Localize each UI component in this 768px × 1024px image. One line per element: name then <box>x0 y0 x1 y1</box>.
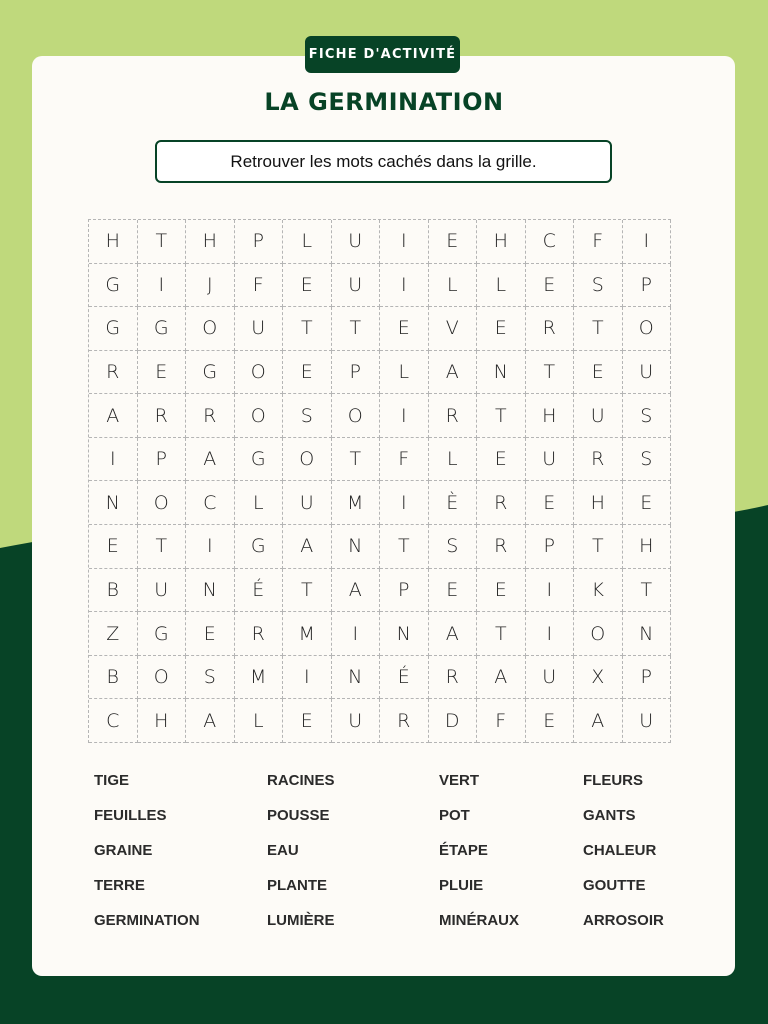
word-list <box>94 763 694 938</box>
grid-cell[interactable]: M <box>235 656 284 700</box>
grid-cell[interactable]: A <box>574 699 623 743</box>
word-item: FLEURS <box>583 772 643 789</box>
grid-cell[interactable]: K <box>574 569 623 613</box>
grid-cell[interactable]: O <box>332 394 381 438</box>
grid-cell[interactable]: I <box>186 525 235 569</box>
grid-cell[interactable]: L <box>429 264 478 308</box>
grid-cell[interactable]: L <box>235 481 284 525</box>
grid-cell[interactable]: H <box>186 220 235 264</box>
grid-cell[interactable]: I <box>380 264 429 308</box>
word-item: ARROSOIR <box>583 912 664 929</box>
grid-cell[interactable]: O <box>138 656 187 700</box>
activity-tag: FICHE D'ACTIVITÉ <box>305 36 460 73</box>
grid-cell[interactable]: R <box>235 612 284 656</box>
grid-cell[interactable]: O <box>235 394 284 438</box>
grid-cell[interactable]: H <box>574 481 623 525</box>
grid-cell[interactable]: E <box>477 569 526 613</box>
grid-cell[interactable]: H <box>623 525 672 569</box>
grid-cell[interactable]: L <box>429 438 478 482</box>
grid-cell[interactable]: E <box>138 351 187 395</box>
word-item: POT <box>439 807 470 824</box>
grid-cell[interactable]: L <box>477 264 526 308</box>
grid-cell[interactable]: B <box>89 656 138 700</box>
grid-cell[interactable]: O <box>235 351 284 395</box>
grid-cell[interactable]: E <box>429 569 478 613</box>
grid-cell[interactable]: T <box>283 569 332 613</box>
grid-cell[interactable]: A <box>477 656 526 700</box>
grid-cell[interactable]: N <box>477 351 526 395</box>
grid-cell[interactable]: U <box>623 699 672 743</box>
grid-cell[interactable]: V <box>429 307 478 351</box>
grid-cell[interactable]: A <box>186 699 235 743</box>
grid-cell[interactable]: A <box>429 351 478 395</box>
word-search-grid <box>88 219 671 743</box>
grid-cell[interactable]: S <box>574 264 623 308</box>
word-item: TIGE <box>94 772 130 789</box>
grid-cell[interactable]: R <box>380 699 429 743</box>
grid-cell[interactable]: R <box>526 307 575 351</box>
word-item: VERT <box>439 772 480 789</box>
grid-cell[interactable]: R <box>574 438 623 482</box>
grid-cell[interactable]: U <box>235 307 284 351</box>
word-item: PLUIE <box>439 877 484 894</box>
word-item: GRAINE <box>94 842 153 859</box>
grid-cell[interactable]: I <box>380 394 429 438</box>
grid-cell[interactable]: H <box>89 220 138 264</box>
grid-cell[interactable]: T <box>574 525 623 569</box>
grid-cell[interactable]: R <box>429 394 478 438</box>
grid-cell[interactable]: S <box>623 394 672 438</box>
grid-cell[interactable]: A <box>89 394 138 438</box>
grid-cell[interactable]: I <box>623 220 672 264</box>
grid-cell[interactable]: U <box>332 699 381 743</box>
grid-cell[interactable]: È <box>429 481 478 525</box>
grid-cell[interactable]: P <box>526 525 575 569</box>
grid-cell[interactable]: D <box>429 699 478 743</box>
grid-cell[interactable]: T <box>138 220 187 264</box>
grid-cell[interactable]: É <box>380 656 429 700</box>
grid-cell[interactable]: R <box>89 351 138 395</box>
grid-cell[interactable]: X <box>574 656 623 700</box>
grid-cell[interactable]: G <box>235 525 284 569</box>
word-list-column <box>267 763 335 938</box>
grid-cell[interactable]: T <box>574 307 623 351</box>
word-item: TERRE <box>94 877 145 894</box>
grid-cell[interactable]: N <box>380 612 429 656</box>
grid-cell[interactable]: E <box>477 307 526 351</box>
grid-cell[interactable]: N <box>89 481 138 525</box>
grid-cell[interactable]: E <box>526 481 575 525</box>
grid-cell[interactable]: S <box>623 438 672 482</box>
grid-cell[interactable]: F <box>477 699 526 743</box>
grid-cell[interactable]: F <box>574 220 623 264</box>
grid-cell[interactable]: N <box>332 656 381 700</box>
grid-cell[interactable]: C <box>89 699 138 743</box>
grid-cell[interactable]: P <box>380 569 429 613</box>
grid-cell[interactable]: L <box>380 351 429 395</box>
grid-cell[interactable]: R <box>477 481 526 525</box>
grid-cell[interactable]: H <box>526 394 575 438</box>
grid-cell[interactable]: I <box>526 612 575 656</box>
grid-cell[interactable]: A <box>283 525 332 569</box>
grid-cell[interactable]: R <box>429 656 478 700</box>
grid-cell[interactable]: A <box>186 438 235 482</box>
grid-cell[interactable]: U <box>526 438 575 482</box>
grid-cell[interactable]: S <box>429 525 478 569</box>
grid-cell[interactable]: O <box>186 307 235 351</box>
grid-cell[interactable]: M <box>332 481 381 525</box>
word-list-column <box>94 763 200 938</box>
grid-cell[interactable]: I <box>89 438 138 482</box>
grid-cell[interactable]: O <box>623 307 672 351</box>
word-item: POUSSE <box>267 807 330 824</box>
grid-cell[interactable]: T <box>526 351 575 395</box>
grid-cell[interactable]: U <box>574 394 623 438</box>
word-list-column <box>583 763 664 938</box>
grid-cell[interactable]: T <box>332 307 381 351</box>
grid-cell[interactable]: Z <box>89 612 138 656</box>
grid-cell[interactable]: C <box>186 481 235 525</box>
grid-cell[interactable]: G <box>138 307 187 351</box>
page-title: LA GERMINATION <box>264 88 504 116</box>
grid-cell[interactable]: U <box>526 656 575 700</box>
grid-cell[interactable]: E <box>186 612 235 656</box>
word-item: MINÉRAUX <box>439 912 520 929</box>
word-item: GERMINATION <box>94 912 200 929</box>
word-item: FEUILLES <box>94 807 167 824</box>
grid-cell[interactable]: U <box>623 351 672 395</box>
grid-cell[interactable]: R <box>138 394 187 438</box>
grid-cell[interactable]: L <box>235 699 284 743</box>
grid-cell[interactable]: E <box>623 481 672 525</box>
grid-cell[interactable]: S <box>283 394 332 438</box>
grid-cell[interactable]: I <box>380 481 429 525</box>
grid-cell[interactable]: R <box>477 525 526 569</box>
grid-cell[interactable]: G <box>89 264 138 308</box>
grid-cell[interactable]: T <box>477 394 526 438</box>
grid-cell[interactable]: P <box>235 220 284 264</box>
grid-cell[interactable]: E <box>477 438 526 482</box>
grid-cell[interactable]: I <box>380 220 429 264</box>
grid-cell[interactable]: H <box>477 220 526 264</box>
grid-cell[interactable]: M <box>283 612 332 656</box>
grid-cell[interactable]: C <box>526 220 575 264</box>
grid-cell[interactable]: P <box>623 656 672 700</box>
grid-cell[interactable]: T <box>623 569 672 613</box>
instruction-text: Retrouver les mots cachés dans la grille. <box>230 151 537 171</box>
grid-cell[interactable]: R <box>186 394 235 438</box>
word-item: CHALEUR <box>583 842 657 859</box>
word-item: ÉTAPE <box>439 842 488 859</box>
grid-cell[interactable]: E <box>283 351 332 395</box>
grid-cell[interactable]: N <box>623 612 672 656</box>
grid-cell[interactable]: I <box>526 569 575 613</box>
instruction-box <box>155 140 612 183</box>
grid-cell[interactable]: I <box>283 656 332 700</box>
grid-cell[interactable]: E <box>526 699 575 743</box>
grid-cell[interactable]: T <box>332 438 381 482</box>
grid-cell[interactable]: F <box>235 264 284 308</box>
grid-cell[interactable]: H <box>138 699 187 743</box>
grid-cell[interactable]: I <box>332 612 381 656</box>
grid-cell[interactable]: F <box>380 438 429 482</box>
word-item: RACINES <box>267 772 335 789</box>
grid-cell[interactable]: A <box>429 612 478 656</box>
grid-cell[interactable]: U <box>283 481 332 525</box>
grid-cell[interactable]: N <box>332 525 381 569</box>
word-item: GOUTTE <box>583 877 646 894</box>
grid-cell[interactable]: G <box>186 351 235 395</box>
grid-cell[interactable]: T <box>380 525 429 569</box>
grid-cell[interactable]: E <box>283 264 332 308</box>
grid-cell[interactable]: É <box>235 569 284 613</box>
grid-cell[interactable]: G <box>138 612 187 656</box>
grid-cell[interactable]: O <box>574 612 623 656</box>
word-list-column <box>439 763 519 938</box>
grid-cell[interactable]: G <box>89 307 138 351</box>
grid-cell[interactable]: T <box>477 612 526 656</box>
word-item: EAU <box>267 842 299 859</box>
grid-cell[interactable]: O <box>138 481 187 525</box>
grid-cell[interactable]: P <box>623 264 672 308</box>
grid-cell[interactable]: E <box>380 307 429 351</box>
grid-cell[interactable]: T <box>138 525 187 569</box>
grid-cell[interactable]: E <box>89 525 138 569</box>
grid-cell[interactable]: E <box>574 351 623 395</box>
grid-cell[interactable]: U <box>332 220 381 264</box>
grid-cell[interactable]: I <box>138 264 187 308</box>
grid-cell[interactable]: J <box>186 264 235 308</box>
grid-cell[interactable]: P <box>332 351 381 395</box>
grid-cell[interactable]: L <box>283 220 332 264</box>
grid-cell[interactable]: B <box>89 569 138 613</box>
grid-cell[interactable]: O <box>283 438 332 482</box>
grid-cell[interactable]: U <box>332 264 381 308</box>
grid-cell[interactable]: G <box>235 438 284 482</box>
grid-cell[interactable]: E <box>283 699 332 743</box>
grid-cell[interactable]: E <box>429 220 478 264</box>
grid-cell[interactable]: T <box>283 307 332 351</box>
grid-cell[interactable]: S <box>186 656 235 700</box>
word-item: GANTS <box>583 807 636 824</box>
word-item: PLANTE <box>267 877 327 894</box>
grid-cell[interactable]: N <box>186 569 235 613</box>
grid-cell[interactable]: A <box>332 569 381 613</box>
grid-cell[interactable]: P <box>138 438 187 482</box>
grid-cell[interactable]: U <box>138 569 187 613</box>
grid-cell[interactable]: E <box>526 264 575 308</box>
word-item: LUMIÈRE <box>267 912 335 929</box>
